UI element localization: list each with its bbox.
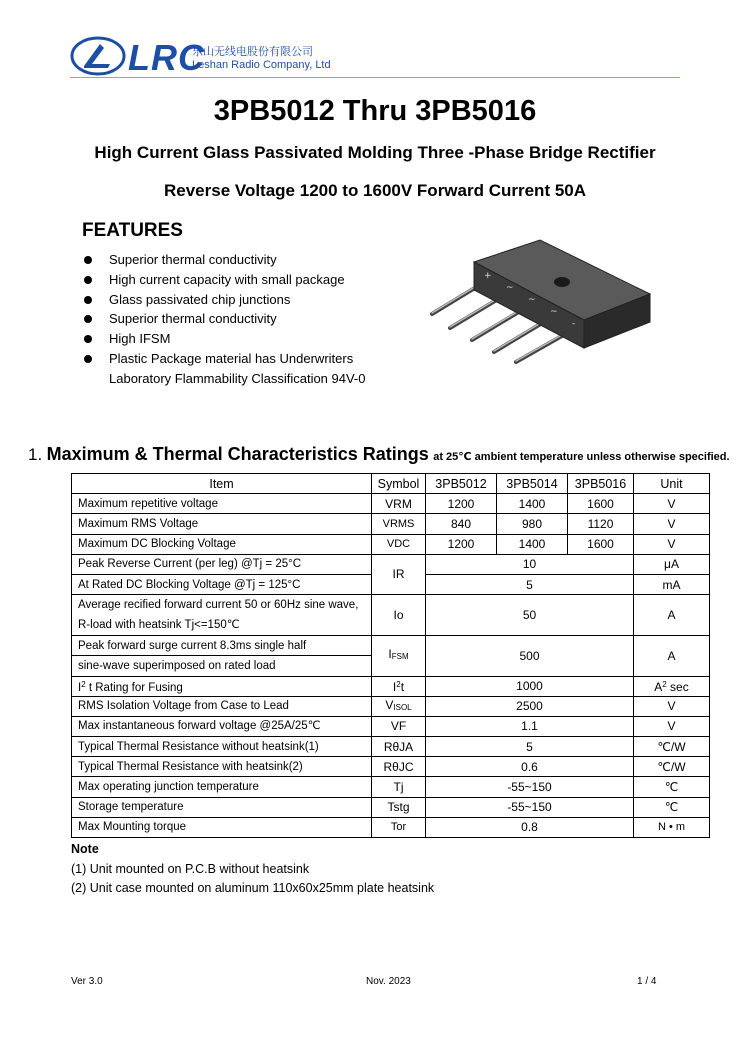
table-cell: 980	[497, 514, 568, 534]
table-cell: Peak Reverse Current (per leg) @Tj = 25°C	[72, 554, 372, 574]
table-row	[72, 757, 710, 777]
table-cell: Tor	[372, 817, 426, 837]
company-name-en: Leshan Radio Company, Ltd	[192, 59, 331, 71]
table-cell: Io	[372, 595, 426, 636]
table-cell: N • m	[634, 817, 710, 837]
table-cell: RθJA	[372, 737, 426, 757]
company-name-cn: 乐山无线电股份有限公司	[192, 46, 313, 58]
bullet-icon	[84, 296, 92, 304]
section-condition-note: at 25℃ ambient temperature unless otherwise specified.	[433, 451, 730, 463]
table-cell: 1120	[568, 514, 634, 534]
section-title: Maximum & Thermal Characteristics Ratings	[46, 444, 429, 464]
table-cell: 1200	[426, 494, 497, 514]
table-row	[72, 554, 710, 574]
feature-item: High IFSM	[82, 329, 402, 349]
table-cell: V	[634, 514, 710, 534]
bullet-icon	[84, 355, 92, 363]
table-row	[72, 797, 710, 817]
features-list	[82, 250, 402, 389]
note-1: (1) Unit mounted on P.C.B without heatsink	[71, 862, 310, 876]
table-cell: sine-wave superimposed on rated load	[72, 656, 372, 676]
header-symbol: Symbol	[372, 474, 426, 494]
table-cell: $A^2$ sec	[634, 676, 710, 696]
ratings-table	[71, 473, 710, 838]
table-cell: VDC	[372, 534, 426, 554]
table-row	[72, 494, 710, 514]
table-row	[72, 716, 710, 736]
table-cell: VRMS	[372, 514, 426, 534]
pin-mark-ac2: ~	[528, 295, 536, 305]
header-divider	[70, 77, 680, 78]
table-row	[72, 676, 710, 696]
table-cell: 1600	[568, 534, 634, 554]
table-row	[72, 737, 710, 757]
table-cell: Tstg	[372, 797, 426, 817]
table-cell: 1400	[497, 494, 568, 514]
table-cell: ℃	[634, 777, 710, 797]
feature-item: Superior thermal conductivity	[82, 250, 402, 270]
header-3pb5012: 3PB5012	[426, 474, 497, 494]
table-row	[72, 514, 710, 534]
note-2: (2) Unit case mounted on aluminum 110x60x25mm plate heatsink	[71, 881, 435, 895]
table-cell: $I^2$ t Rating for Fusing	[72, 676, 372, 696]
bridge-rectifier-package-image	[410, 232, 660, 382]
pin-mark-ac3: ~	[550, 307, 558, 317]
pin-mark-plus: +	[484, 271, 492, 281]
section-number: 1.	[28, 445, 43, 464]
bullet-icon	[84, 335, 92, 343]
table-cell: ℃/W	[634, 757, 710, 777]
table-cell: $V_{ISOL}$	[372, 696, 426, 716]
feature-item: Glass passivated chip junctions	[82, 290, 402, 310]
feature-item-continuation: Laboratory Flammability Classification 94V-0	[109, 370, 366, 386]
table-cell: Max operating junction temperature	[72, 777, 372, 797]
section-heading	[28, 444, 743, 467]
table-cell: Maximum RMS Voltage	[72, 514, 372, 534]
table-cell: 0.6	[426, 757, 634, 777]
table-cell: Max instantaneous forward voltage @25A/25℃	[72, 716, 372, 736]
footer-version: Ver 3.0	[71, 976, 103, 987]
table-cell: 1.1	[426, 716, 634, 736]
footer-date: Nov. 2023	[366, 976, 411, 987]
logo-wordmark: LRC	[128, 37, 205, 78]
header-item: Item	[72, 474, 372, 494]
table-row	[72, 817, 710, 837]
table-cell: At Rated DC Blocking Voltage @Tj = 125°C	[72, 574, 372, 594]
bullet-icon	[84, 256, 92, 264]
feature-item: Plastic Package material has Underwriters	[82, 349, 402, 369]
table-cell: -55~150	[426, 797, 634, 817]
table-cell: 1000	[426, 676, 634, 696]
table-cell: Maximum DC Blocking Voltage	[72, 534, 372, 554]
table-cell: ℃/W	[634, 737, 710, 757]
table-row	[72, 595, 710, 636]
bullet-icon	[84, 276, 92, 284]
table-cell: V	[634, 716, 710, 736]
table-cell: V	[634, 494, 710, 514]
header-unit: Unit	[634, 474, 710, 494]
table-cell: $I_{FSM}$	[372, 636, 426, 676]
features-heading: FEATURES	[82, 220, 183, 241]
table-cell: VRM	[372, 494, 426, 514]
table-cell: RMS Isolation Voltage from Case to Lead	[72, 696, 372, 716]
table-cell: V	[634, 696, 710, 716]
feature-item: Superior thermal conductivity	[82, 309, 402, 329]
product-ratings-summary: Reverse Voltage 1200 to 1600V Forward Current 50A	[163, 181, 587, 200]
table-cell: A	[634, 595, 710, 636]
notes-heading: Note	[71, 842, 99, 856]
table-cell: V	[634, 534, 710, 554]
header-3pb5014: 3PB5014	[497, 474, 568, 494]
table-cell: mA	[634, 574, 710, 594]
table-cell: Tj	[372, 777, 426, 797]
table-cell: 5	[426, 574, 634, 594]
pin-mark-ac1: ~	[506, 283, 514, 293]
table-cell: 1200	[426, 534, 497, 554]
table-row	[72, 534, 710, 554]
product-description: High Current Glass Passivated Molding Three -Phase Bridge Rectifier	[94, 143, 656, 162]
table-cell: IR	[372, 554, 426, 594]
table-cell: 2500	[426, 696, 634, 716]
table-header-row	[72, 474, 710, 494]
table-cell: 5	[426, 737, 634, 757]
table-cell: -55~150	[426, 777, 634, 797]
header-3pb5016: 3PB5016	[568, 474, 634, 494]
table-cell: 10	[426, 554, 634, 574]
table-cell: Peak forward surge current 8.3ms single half	[72, 636, 372, 656]
table-cell: RθJC	[372, 757, 426, 777]
bullet-icon	[84, 315, 92, 323]
table-cell: Typical Thermal Resistance without heatsink(1)	[72, 737, 372, 757]
table-cell: 1400	[497, 534, 568, 554]
document-title: 3PB5012 Thru 3PB5016	[213, 95, 537, 127]
table-cell: Maximum repetitive voltage	[72, 494, 372, 514]
pin-mark-minus: -	[572, 319, 576, 329]
table-cell: Max Mounting torque	[72, 817, 372, 837]
table-cell: Typical Thermal Resistance with heatsink(2)	[72, 757, 372, 777]
table-cell: 50	[426, 595, 634, 636]
lrc-logo-icon	[70, 36, 126, 76]
table-row	[72, 777, 710, 797]
table-cell: Average recified forward current 50 or 60Hz sine wave, R-load with heatsink Tj<=150℃	[72, 595, 372, 636]
table-row	[72, 636, 710, 656]
table-cell: 1600	[568, 494, 634, 514]
table-cell: VF	[372, 716, 426, 736]
table-cell: μA	[634, 554, 710, 574]
table-cell: 0.8	[426, 817, 634, 837]
feature-item: High current capacity with small package	[82, 270, 402, 290]
table-cell: $I^2t$	[372, 676, 426, 696]
table-cell: ℃	[634, 797, 710, 817]
table-cell: 500	[426, 636, 634, 676]
table-cell: 840	[426, 514, 497, 534]
footer-page-number: 1 / 4	[637, 976, 657, 987]
table-cell: Storage temperature	[72, 797, 372, 817]
table-cell: A	[634, 636, 710, 676]
table-row	[72, 696, 710, 716]
